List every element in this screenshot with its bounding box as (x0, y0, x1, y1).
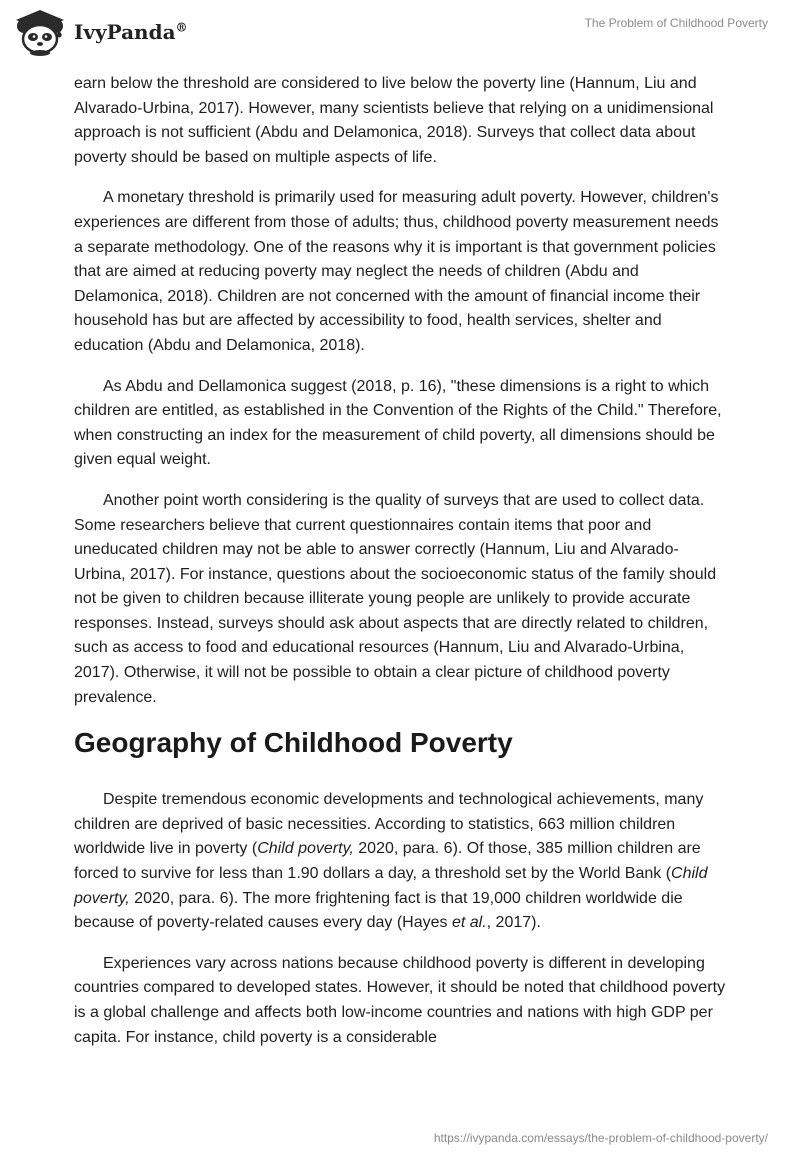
text-run: , 2017). (486, 914, 541, 932)
logo[interactable] (14, 8, 188, 56)
text-run: earn below the threshold are considered to live below the poverty line (Hannum, Liu and Alvarado-Urbina, 2017). However, many scientists believe that relying on a unidimensional approach is not sufficient (Abdu and Delamonica, 2018). Surveys that collect data about poverty should be based on multiple aspects of life. (74, 75, 714, 166)
running-title: The Problem of Childhood Poverty (584, 16, 768, 30)
text-run: Experiences vary across nations because childhood poverty is different in developing countries compared to developed states. However, it should be noted that childhood poverty is a global challenge and affects both low-income countries and nations with high GDP per capita. For instance, child poverty is a considerable (74, 954, 726, 1046)
text-run: Despite tremendous economic developments and technological achievements, many children are deprived of basic necessities. According to statistics, 663 million children worldwide live in poverty ( (74, 791, 704, 858)
brand-name: IvyPanda® (74, 20, 188, 44)
text-run: A monetary threshold is primarily used for measuring adult poverty. However, children's experiences are different from those of adults; thus, childhood poverty measurement needs a separate methodology. One of the reasons why it is important is that government policies that are aimed at reducing poverty may neglect the needs of children (Abdu and Delamonica, 2018). Children are not concerned with the amount of financial income their household has but are affected by accessibility to food, health services, shelter and education (Abdu and Delamonica, 2018). (74, 189, 719, 354)
text-run: Another point worth considering is the quality of surveys that are used to collect data. Some researchers believe that current questionnaires contain items that poor and uneducated children may not be able to answer correctly (Hannum, Liu and Alvarado-Urbina, 2017). For instance, questions about the socioeconomic status of the family should not be given to children because illiterate young people are unlikely to provide accurate responses. Instead, surveys should ask about aspects that are directly related to children, such as access to food and educational resources (Hannum, Liu and Alvarado-Urbina, 2017). Otherwise, it will not be possible to obtain a clear picture of childhood poverty prevalence. (74, 491, 717, 706)
source-url[interactable]: https://ivypanda.com/essays/the-problem-of-childhood-poverty/ (433, 1131, 768, 1145)
paragraph (74, 952, 730, 1050)
citation-italic: Child poverty, (74, 865, 708, 907)
paragraph (74, 375, 730, 473)
paragraph (74, 788, 730, 936)
paragraphs-before (74, 72, 730, 710)
text-run: 2020, para. 6). The more frightening fact is that 19,000 children worldwide die because of poverty-related causes every day (Hayes (74, 889, 683, 932)
section-heading: Geography of Childhood Poverty (74, 727, 513, 759)
article-body (74, 72, 730, 1066)
paragraph (74, 489, 730, 710)
paragraph (74, 186, 730, 358)
text-run: As Abdu and Dellamonica suggest (2018, p. 16), "these dimensions is a right to which children are entitled, as established in the Convention of the Rights of the Child." Therefore, when constructing an index for the measurement of child poverty, all dimensions should be given equal weight. (74, 377, 722, 469)
text-run: 2020, para. 6). Of those, 385 million children are forced to survive for less than 1.90 dollars a day, a threshold set by the World Bank ( (74, 840, 701, 883)
panda-logo-icon (14, 8, 66, 56)
paragraph (74, 72, 730, 170)
citation-italic: et al. (451, 914, 487, 932)
citation-italic: Child poverty, (257, 840, 354, 858)
paragraphs-after (74, 788, 730, 1050)
page-header (0, 0, 800, 68)
